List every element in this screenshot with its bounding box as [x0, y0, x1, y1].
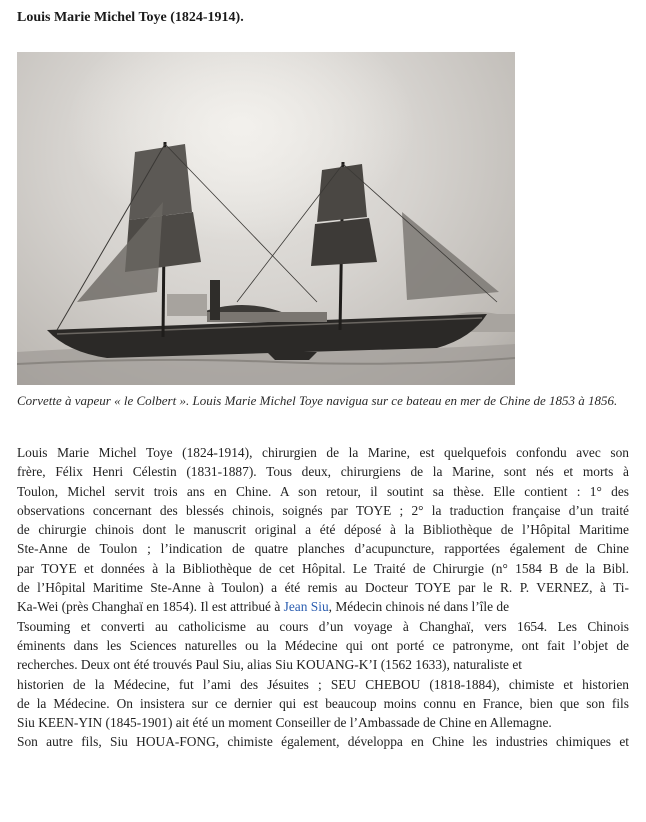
body-line: historien de la Médecine, fut l’ami des Jésuites ; SEU CHEBOU (1818-1884), chimiste et historien — [17, 676, 629, 692]
body-line: Ste-Anne de Toulon ; l’indication de quatre planches d’acupuncture, rapportées également de Chine — [17, 541, 629, 557]
body-line: Tsouming et converti au catholicisme au cours d’un voyage à Changhaï, vers 1654. Les Chinois — [17, 618, 629, 634]
body-line: Toulon, Michel servit trois ans en Chine. A son retour, il soutint sa thèse. Elle contient : 1° des — [17, 483, 629, 499]
body-line: de la Médecine. On insistera sur ce dernier qui est beaucoup moins connu en France, bien que son fils — [17, 695, 629, 711]
body-line: par TOYE et données à la Bibliothèque de cet Hôpital. Le Traité de Chirurgie (n° 1584 B de la Bibl. — [17, 560, 629, 576]
body-line: éminents dans les Sciences naturelles ou la Médecine qui ont porté ce patronyme, ont fait l’objet de — [17, 637, 629, 653]
body-line: de chirurgie chinois dont le manuscrit original a été déposé à la Bibliothèque de l’Hôpital Maritime — [17, 522, 629, 538]
body-line: frère, Félix Henri Célestin (1831-1887). Tous deux, chirurgiens de la Marine, sont nés et morts à — [17, 464, 629, 480]
body-line-tail: , Médecin chinois né dans l’île de — [328, 599, 510, 615]
body-line-head: Ka-Wei (près Changhaï en 1854). Il est attribué à — [17, 599, 284, 615]
body-line-with-link — [17, 597, 629, 616]
page-title: Louis Marie Michel Toye (1824-1914). — [17, 10, 244, 25]
body-line: Louis Marie Michel Toye (1824-1914), chirurgien de la Marine, est quelquefois confondu avec son — [17, 445, 629, 460]
ship-engraving-image — [17, 52, 515, 385]
image-caption: Corvette à vapeur « le Colbert ». Louis Marie Michel Toye navigua sur ce bateau en mer de Chine de 1853 à 1856. — [17, 393, 618, 408]
body-line: observations concernant des blessés chinois, soignés par TOYE ; 2° la traduction française d’un traité — [17, 502, 629, 518]
body-line: recherches. Deux ont été trouvés Paul Siu, alias Siu KOUANG-K’I (1562 1633), naturaliste et — [17, 657, 522, 673]
article-body — [17, 443, 629, 752]
body-line: Siu KEEN-YIN (1845-1901) ait été un moment Conseiller de l’Ambassade de Chine en Allemagne. — [17, 715, 552, 731]
jean-siu-link[interactable]: Jean Siu — [283, 599, 329, 615]
body-line: de l’Hôpital Maritime Ste-Anne à Toulon) a été remis au Docteur TOYE par le R. P. VERNEZ, à Ti- — [17, 580, 629, 596]
body-line: Son autre fils, Siu HOUA-FONG, chimiste également, développa en Chine les industries chimiques et — [17, 734, 629, 750]
